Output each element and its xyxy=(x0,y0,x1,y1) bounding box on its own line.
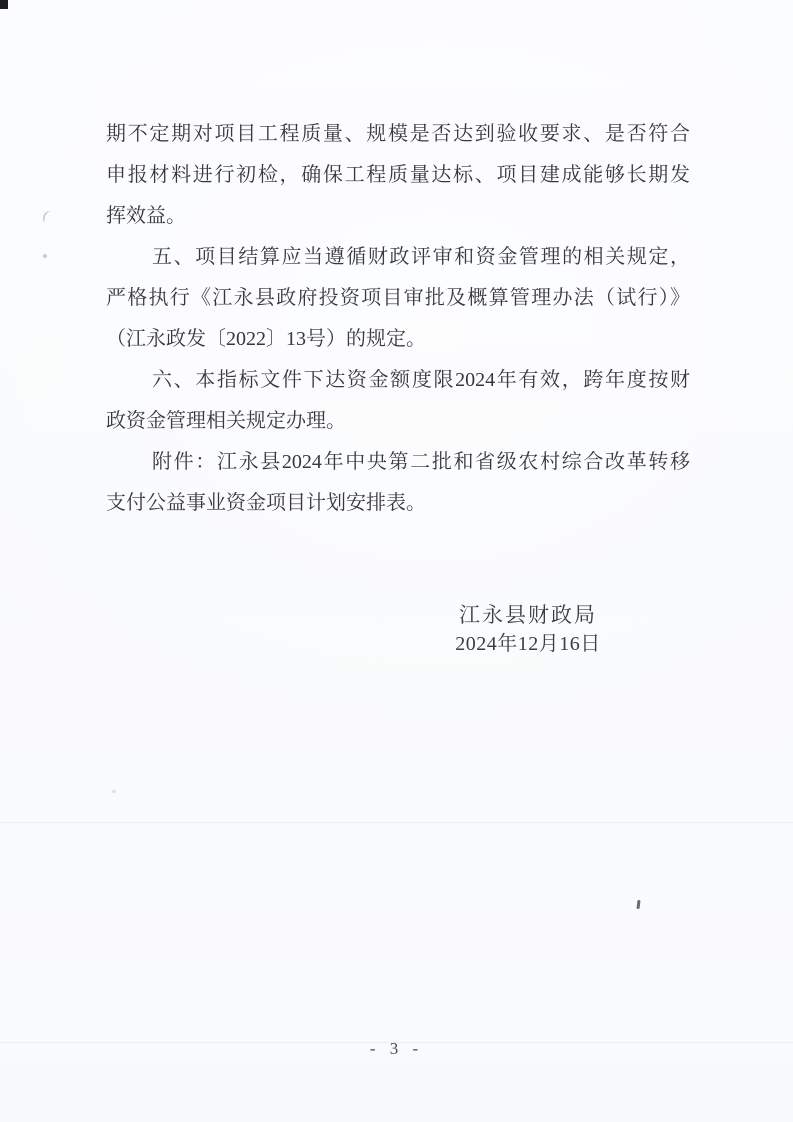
scan-corner-artifact xyxy=(0,0,8,9)
scanner-band xyxy=(0,822,793,823)
signature-organization: 江永县财政局 xyxy=(459,603,597,627)
document-body-text xyxy=(106,114,690,524)
signature-date: 2024年12月16日 xyxy=(455,633,601,655)
signature-block xyxy=(438,601,618,659)
text-line-4: 五、项目结算应当遵循财政评审和资金管理的相关规定， xyxy=(152,246,690,268)
text-line-2: 申报材料进行初检，确保工程质量达标、项目建成能够长期发 xyxy=(106,164,690,186)
text-line-9: 附件：江永县2024年中央第二批和省级农村综合改革转移 xyxy=(152,451,690,473)
page-number: - 3 - xyxy=(369,1039,424,1058)
text-line-7: 六、本指标文件下达资金额度限2024年有效，跨年度按财 xyxy=(152,369,690,391)
text-line-10: 支付公益事业资金项目计划安排表。 xyxy=(106,492,426,514)
ink-speck xyxy=(41,209,56,225)
text-line-6: （江永政发〔2022〕13号）的规定。 xyxy=(106,328,426,350)
text-line-5: 严格执行《江永县政府投资项目审批及概算管理办法（试行）》 xyxy=(106,287,690,309)
text-line-1: 期不定期对项目工程质量、规模是否达到验收要求、是否符合 xyxy=(106,123,690,145)
ink-speck xyxy=(636,900,640,909)
ink-speck xyxy=(112,790,116,793)
text-line-3: 挥效益。 xyxy=(106,205,186,227)
ink-speck xyxy=(43,254,47,258)
text-line-8: 政资金管理相关规定办理。 xyxy=(106,410,346,432)
